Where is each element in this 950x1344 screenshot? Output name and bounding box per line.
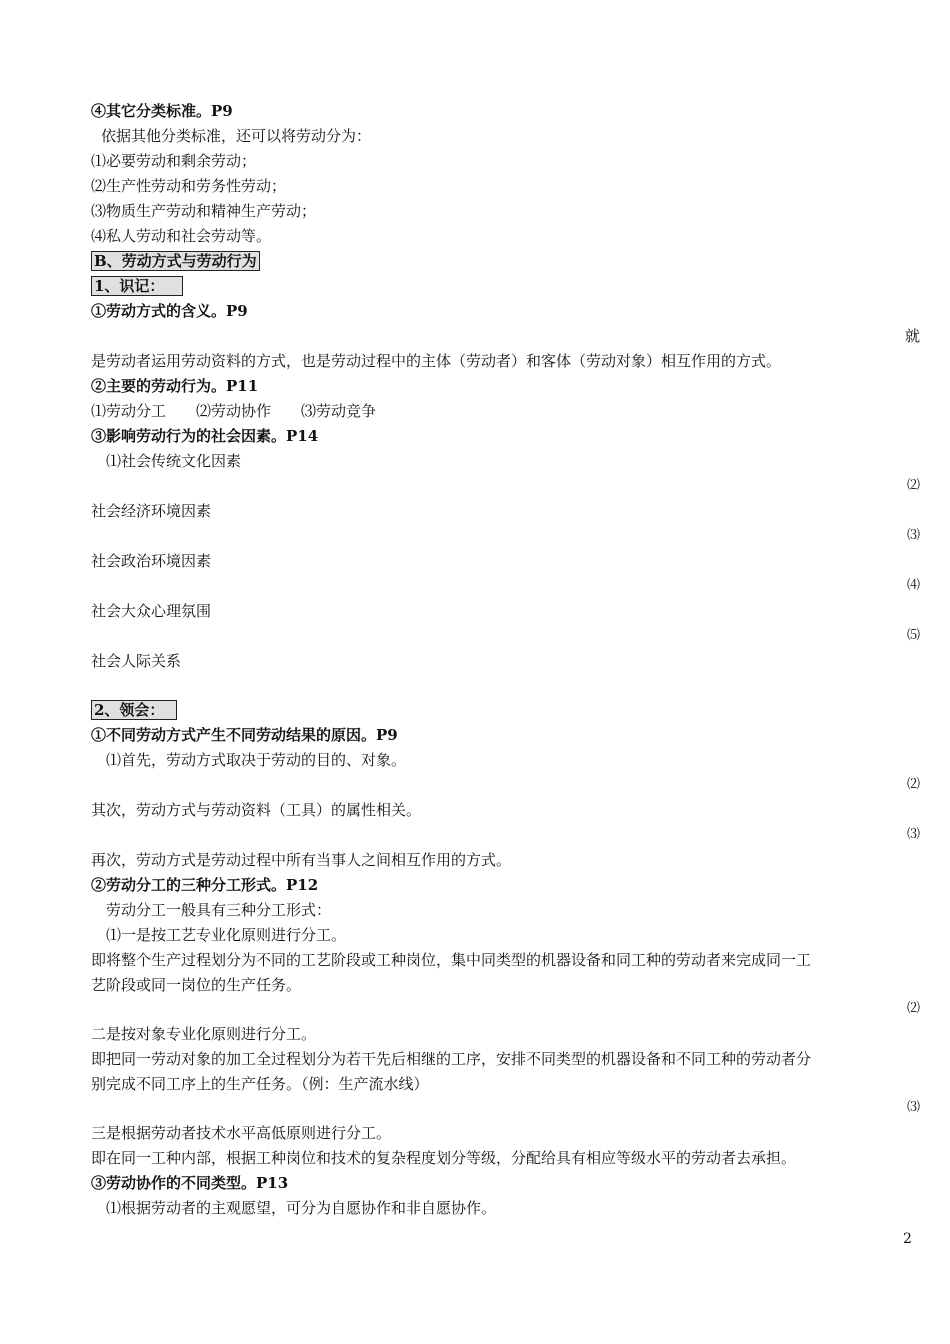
list-item: ⑴必要劳动和剩余劳动； <box>91 152 257 170</box>
list-number: ⑶ <box>906 827 920 842</box>
paragraph-fragment: 就 <box>905 327 921 345</box>
section-heading-b <box>91 251 260 271</box>
subsection-heading-understand <box>91 700 177 720</box>
list-inline: ⑴劳动分工 ⑵劳动协作 ⑶劳动竞争 <box>91 402 377 420</box>
subsection-heading-memorize <box>91 276 183 296</box>
paragraph: 即在同一工种内部，根据工种岗位和技术的复杂程度划分等级，分配给具有相应等级水平的劳动者去承担。 <box>91 1149 797 1167</box>
heading-division-forms: ②劳动分工的三种分工形式。P12 <box>91 876 319 894</box>
list-number: ⑷ <box>906 578 920 593</box>
list-item: 三是根据劳动者技术水平高低原则进行分工。 <box>91 1124 392 1142</box>
list-item: ⑷私人劳动和社会劳动等。 <box>91 227 272 245</box>
paragraph: 是劳动者运用劳动资料的方式，也是劳动过程中的主体（劳动者）和客体（劳动对象）相互作用的方式。 <box>91 352 782 370</box>
list-number: ⑶ <box>906 528 920 543</box>
page-number: 2 <box>903 1231 912 1247</box>
heading-cooperation-types: ③劳动协作的不同类型。P13 <box>91 1174 289 1192</box>
list-number: ⑵ <box>906 1001 920 1016</box>
subsection-heading-text: 1、识记： <box>91 276 183 296</box>
section-heading-b-text: B、劳动方式与劳动行为 <box>91 251 260 271</box>
list-item: 社会大众心理氛围 <box>91 602 212 620</box>
heading-social-factors: ③影响劳动行为的社会因素。P14 <box>91 427 319 445</box>
heading-result-reason: ①不同劳动方式产生不同劳动结果的原因。P9 <box>91 726 398 744</box>
paragraph: 劳动分工一般具有三种分工形式： <box>106 901 332 919</box>
paragraph: 别完成不同工序上的生产任务。（例：生产流水线） <box>91 1075 429 1093</box>
list-number: ⑵ <box>906 478 920 493</box>
list-item: ⑴一是按工艺专业化原则进行分工。 <box>106 926 347 944</box>
list-item: ⑴根据劳动者的主观愿望，可分为自愿协作和非自愿协作。 <box>106 1199 497 1217</box>
list-item: 其次，劳动方式与劳动资料（工具）的属性相关。 <box>91 801 422 819</box>
list-item: 社会政治环境因素 <box>91 552 212 570</box>
list-item: ⑴首先，劳动方式取决于劳动的目的、对象。 <box>106 751 407 769</box>
subsection-heading-text: 2、领会： <box>91 700 177 720</box>
list-item: 社会人际关系 <box>91 652 182 670</box>
paragraph: 依据其他分类标准，还可以将劳动分为： <box>101 127 372 145</box>
heading-labor-way: ①劳动方式的含义。P9 <box>91 302 248 320</box>
list-item: 再次，劳动方式是劳动过程中所有当事人之间相互作用的方式。 <box>91 851 512 869</box>
paragraph: 即把同一劳动对象的加工全过程划分为若干先后相继的工序，安排不同类型的机器设备和不同工种的劳动者分 <box>91 1050 812 1068</box>
heading-main-behavior: ②主要的劳动行为。P11 <box>91 377 259 395</box>
list-item: 二是按对象专业化原则进行分工。 <box>91 1025 317 1043</box>
paragraph: 即将整个生产过程划分为不同的工艺阶段或工种岗位，集中同类型的机器设备和同工种的劳动者来完成同一工 <box>91 951 812 969</box>
list-item: ⑶物质生产劳动和精神生产劳动； <box>91 202 317 220</box>
list-item: ⑴社会传统文化因素 <box>106 452 242 470</box>
paragraph: 艺阶段或同一岗位的生产任务。 <box>91 976 302 994</box>
list-number: ⑵ <box>906 777 920 792</box>
list-number: ⑶ <box>906 1100 920 1115</box>
list-item: 社会经济环境因素 <box>91 502 212 520</box>
heading-other-criteria: ④其它分类标准。P9 <box>91 102 233 120</box>
list-item: ⑵生产性劳动和劳务性劳动； <box>91 177 287 195</box>
list-number: ⑸ <box>906 628 920 643</box>
